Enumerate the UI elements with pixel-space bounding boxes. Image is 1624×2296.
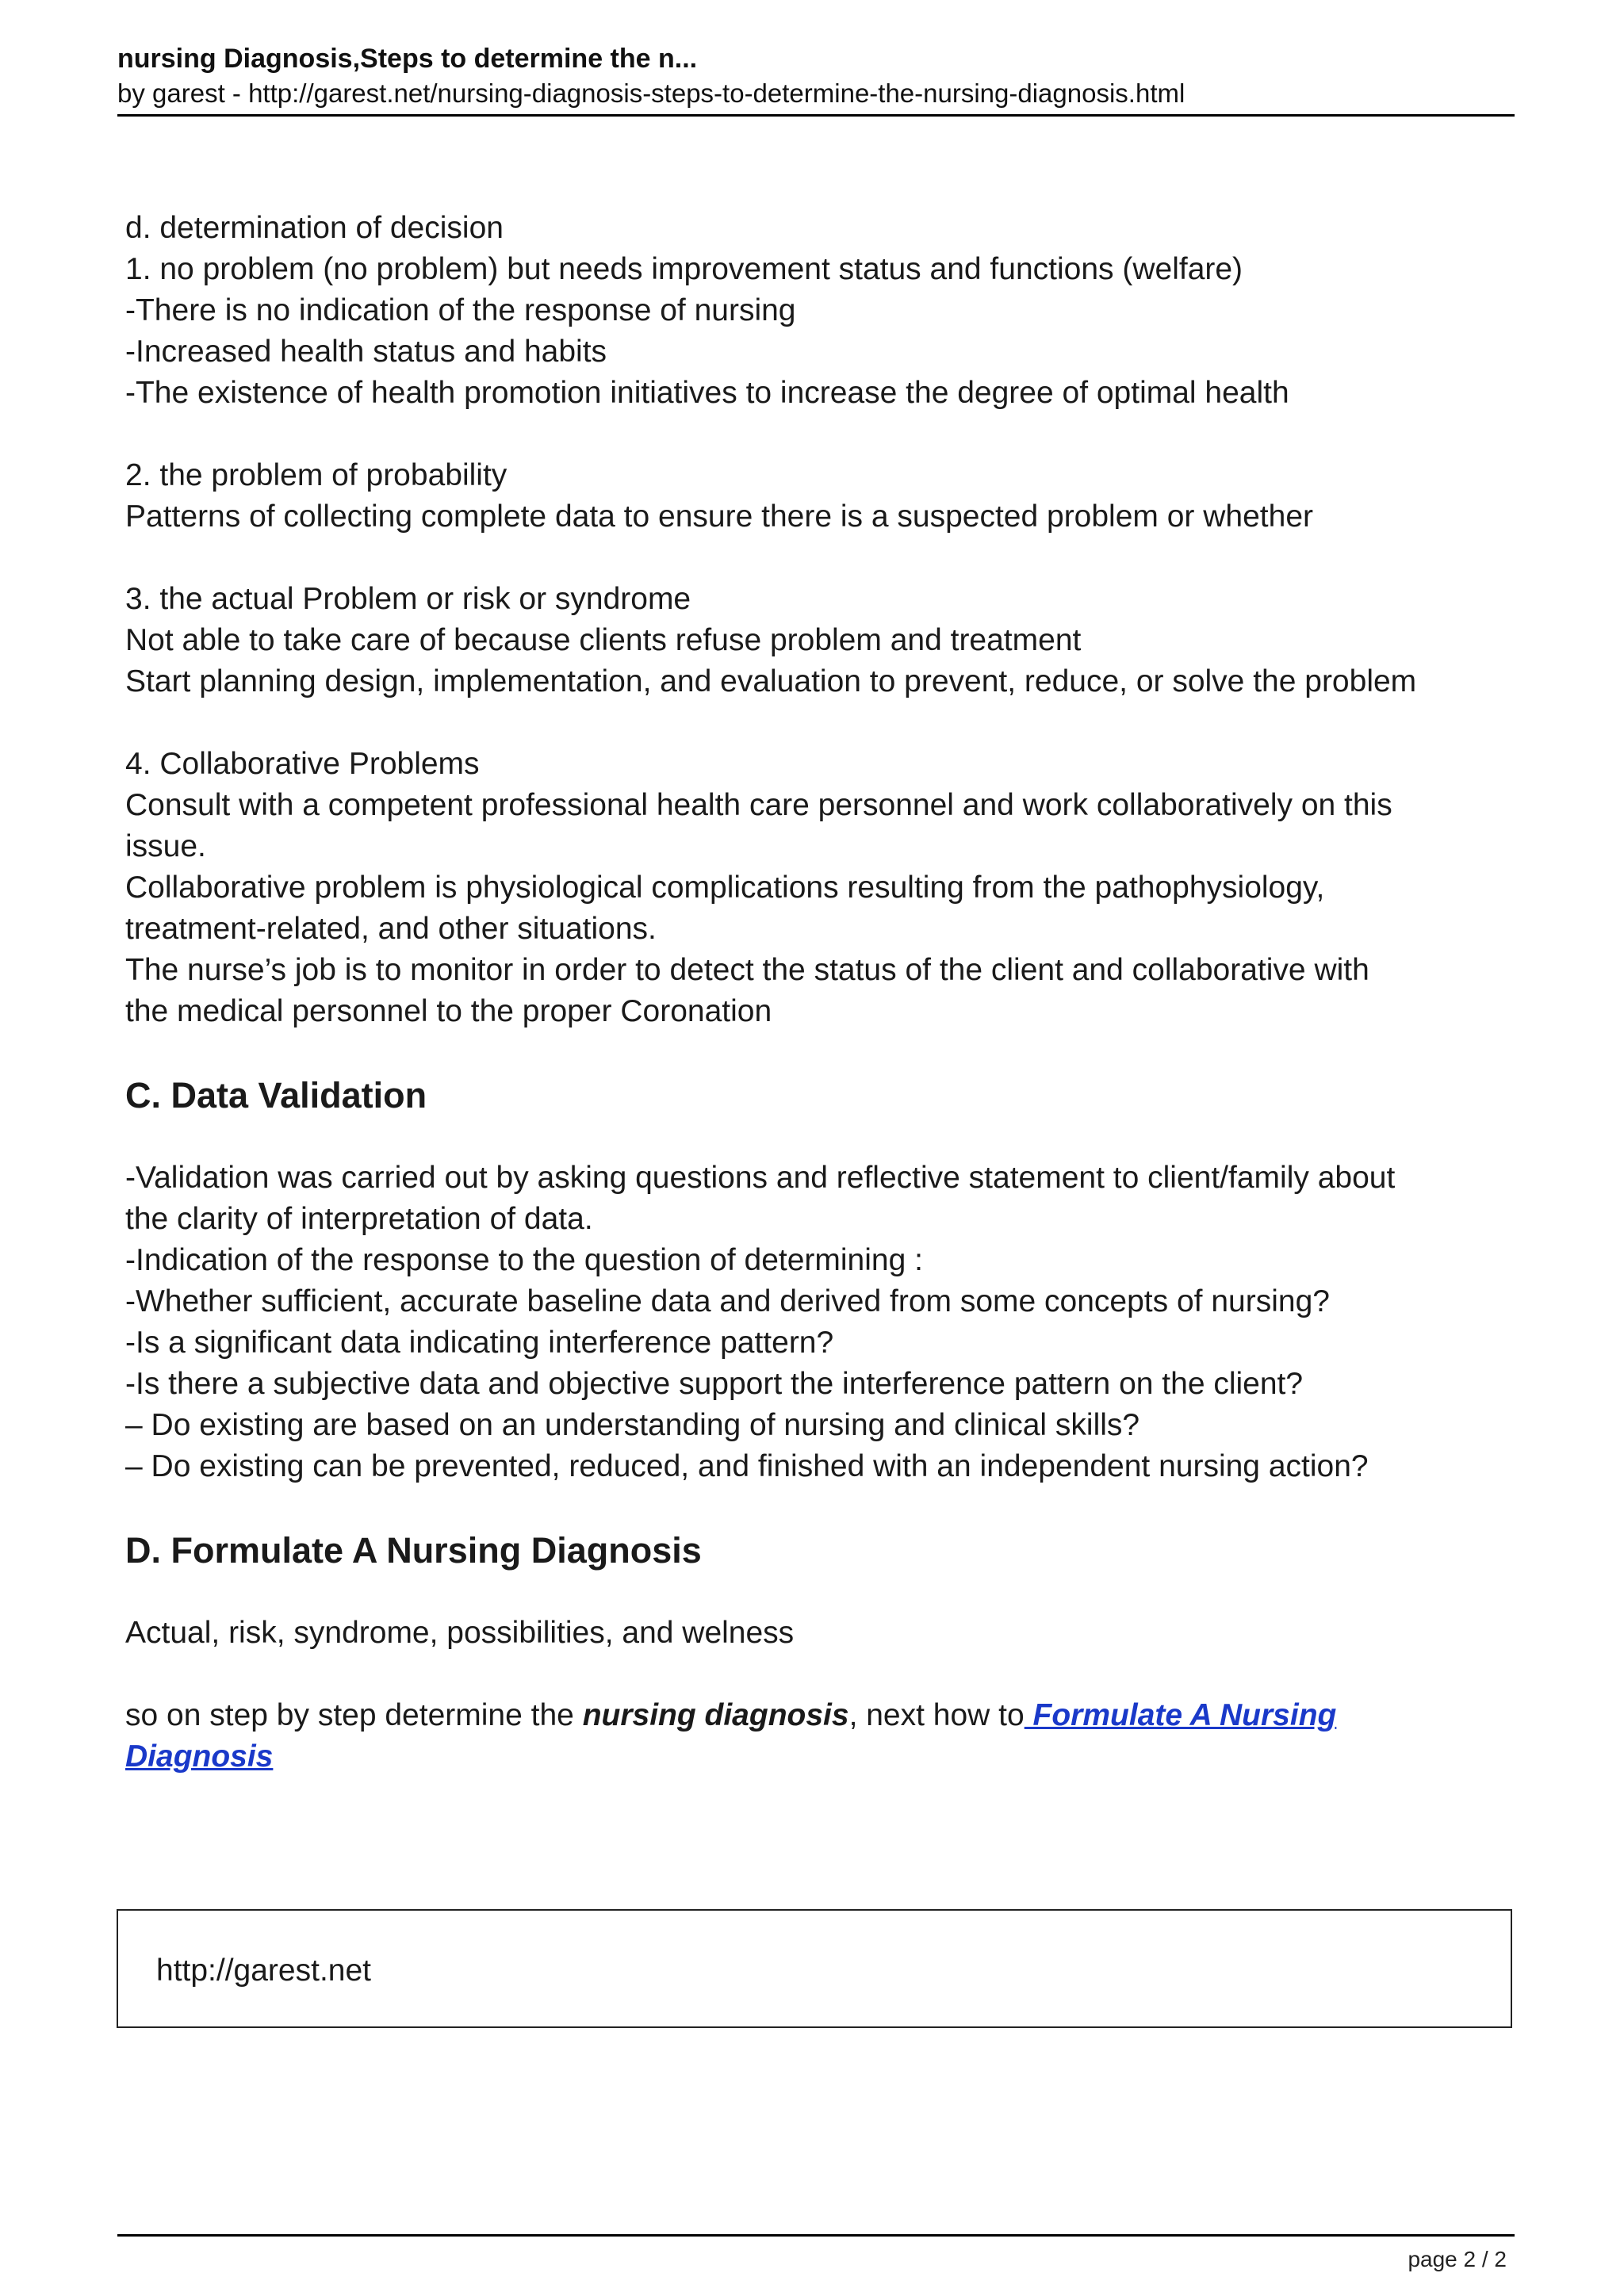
document-header	[117, 41, 1515, 117]
item4-line: treatment-related, and other situations.	[125, 912, 657, 946]
section-c-line: -Indication of the response to the question of determining :	[125, 1243, 923, 1277]
section-d-text	[125, 1613, 1505, 1654]
closing-emphasis: nursing diagnosis	[582, 1698, 849, 1732]
item4-block	[125, 744, 1505, 1032]
item3-line: Start planning design, implementation, and evaluation to prevent, reduce, or solve the problem	[125, 664, 1417, 698]
item1-line: -There is no indication of the response of nursing	[125, 293, 796, 327]
section-d-line: Actual, risk, syndrome, possibilities, and welness	[125, 1616, 795, 1650]
document-title: nursing Diagnosis,Steps to determine the n...	[117, 44, 698, 74]
decision-section	[125, 208, 1505, 414]
section-c-line: -Is a significant data indicating interference pattern?	[125, 1326, 834, 1360]
section-c-body	[125, 1158, 1505, 1487]
item4-line: Collaborative problem is physiological complications resulting from the pathophysiology,	[125, 871, 1325, 905]
closing-line	[125, 1695, 1505, 1736]
footer-url[interactable]: http://garest.net	[156, 1954, 372, 1988]
item4-line: the medical personnel to the proper Coronation	[125, 994, 772, 1028]
section-c-line: the clarity of interpretation of data.	[125, 1202, 593, 1236]
item2-title: 2. the problem of probability	[125, 458, 508, 492]
item2-block	[125, 455, 1505, 538]
section-c-line: -Whether sufficient, accurate baseline data and derived from some concepts of nursing?	[125, 1284, 1330, 1318]
item4-line: Consult with a competent professional health care personnel and work collaboratively on this	[125, 788, 1392, 822]
article-body	[125, 208, 1505, 1819]
footer-divider	[117, 2234, 1515, 2237]
section-c-heading: C. Data Validation	[125, 1075, 427, 1115]
closing-paragraph	[125, 1695, 1505, 1777]
section-c-line: -Is there a subjective data and objective support the interference pattern on the client?	[125, 1367, 1304, 1401]
section-c-line: – Do existing are based on an understanding of nursing and clinical skills?	[125, 1408, 1140, 1442]
item1-line: -The existence of health promotion initiatives to increase the degree of optimal health	[125, 376, 1289, 410]
document-byline: by garest - http://garest.net/nursing-diagnosis-steps-to-determine-the-nursing-diagnosis.html	[117, 78, 1185, 108]
item4-line: issue.	[125, 829, 206, 863]
item4-title: 4. Collaborative Problems	[125, 747, 480, 781]
closing-line-2	[125, 1736, 1505, 1777]
formulate-diagnosis-link-cont[interactable]: Diagnosis	[125, 1739, 274, 1774]
item1-title: 1. no problem (no problem) but needs improvement status and functions (welfare)	[125, 252, 1243, 286]
footer-box	[117, 1909, 1512, 2028]
item3-block	[125, 579, 1505, 702]
item4-line: The nurse’s job is to monitor in order to detect the status of the client and collaborative with	[125, 953, 1369, 987]
decision-title: d. determination of decision	[125, 211, 504, 245]
item3-title: 3. the actual Problem or risk or syndrome	[125, 582, 691, 616]
section-c-line: – Do existing can be prevented, reduced, and finished with an independent nursing action?	[125, 1449, 1369, 1483]
item2-line: Patterns of collecting complete data to ensure there is a suspected problem or whether	[125, 499, 1313, 534]
section-c-line: -Validation was carried out by asking questions and reflective statement to client/family about	[125, 1161, 1396, 1195]
item1-line: -Increased health status and habits	[125, 335, 607, 369]
closing-prefix: so on step by step determine the	[125, 1698, 583, 1732]
page-number: page 2 / 2	[1408, 2247, 1507, 2271]
item3-line: Not able to take care of because clients refuse problem and treatment	[125, 623, 1082, 657]
section-d-heading: D. Formulate A Nursing Diagnosis	[125, 1530, 702, 1571]
closing-middle: , next how to	[848, 1698, 1025, 1732]
formulate-diagnosis-link[interactable]: Formulate A Nursing	[1024, 1698, 1337, 1732]
